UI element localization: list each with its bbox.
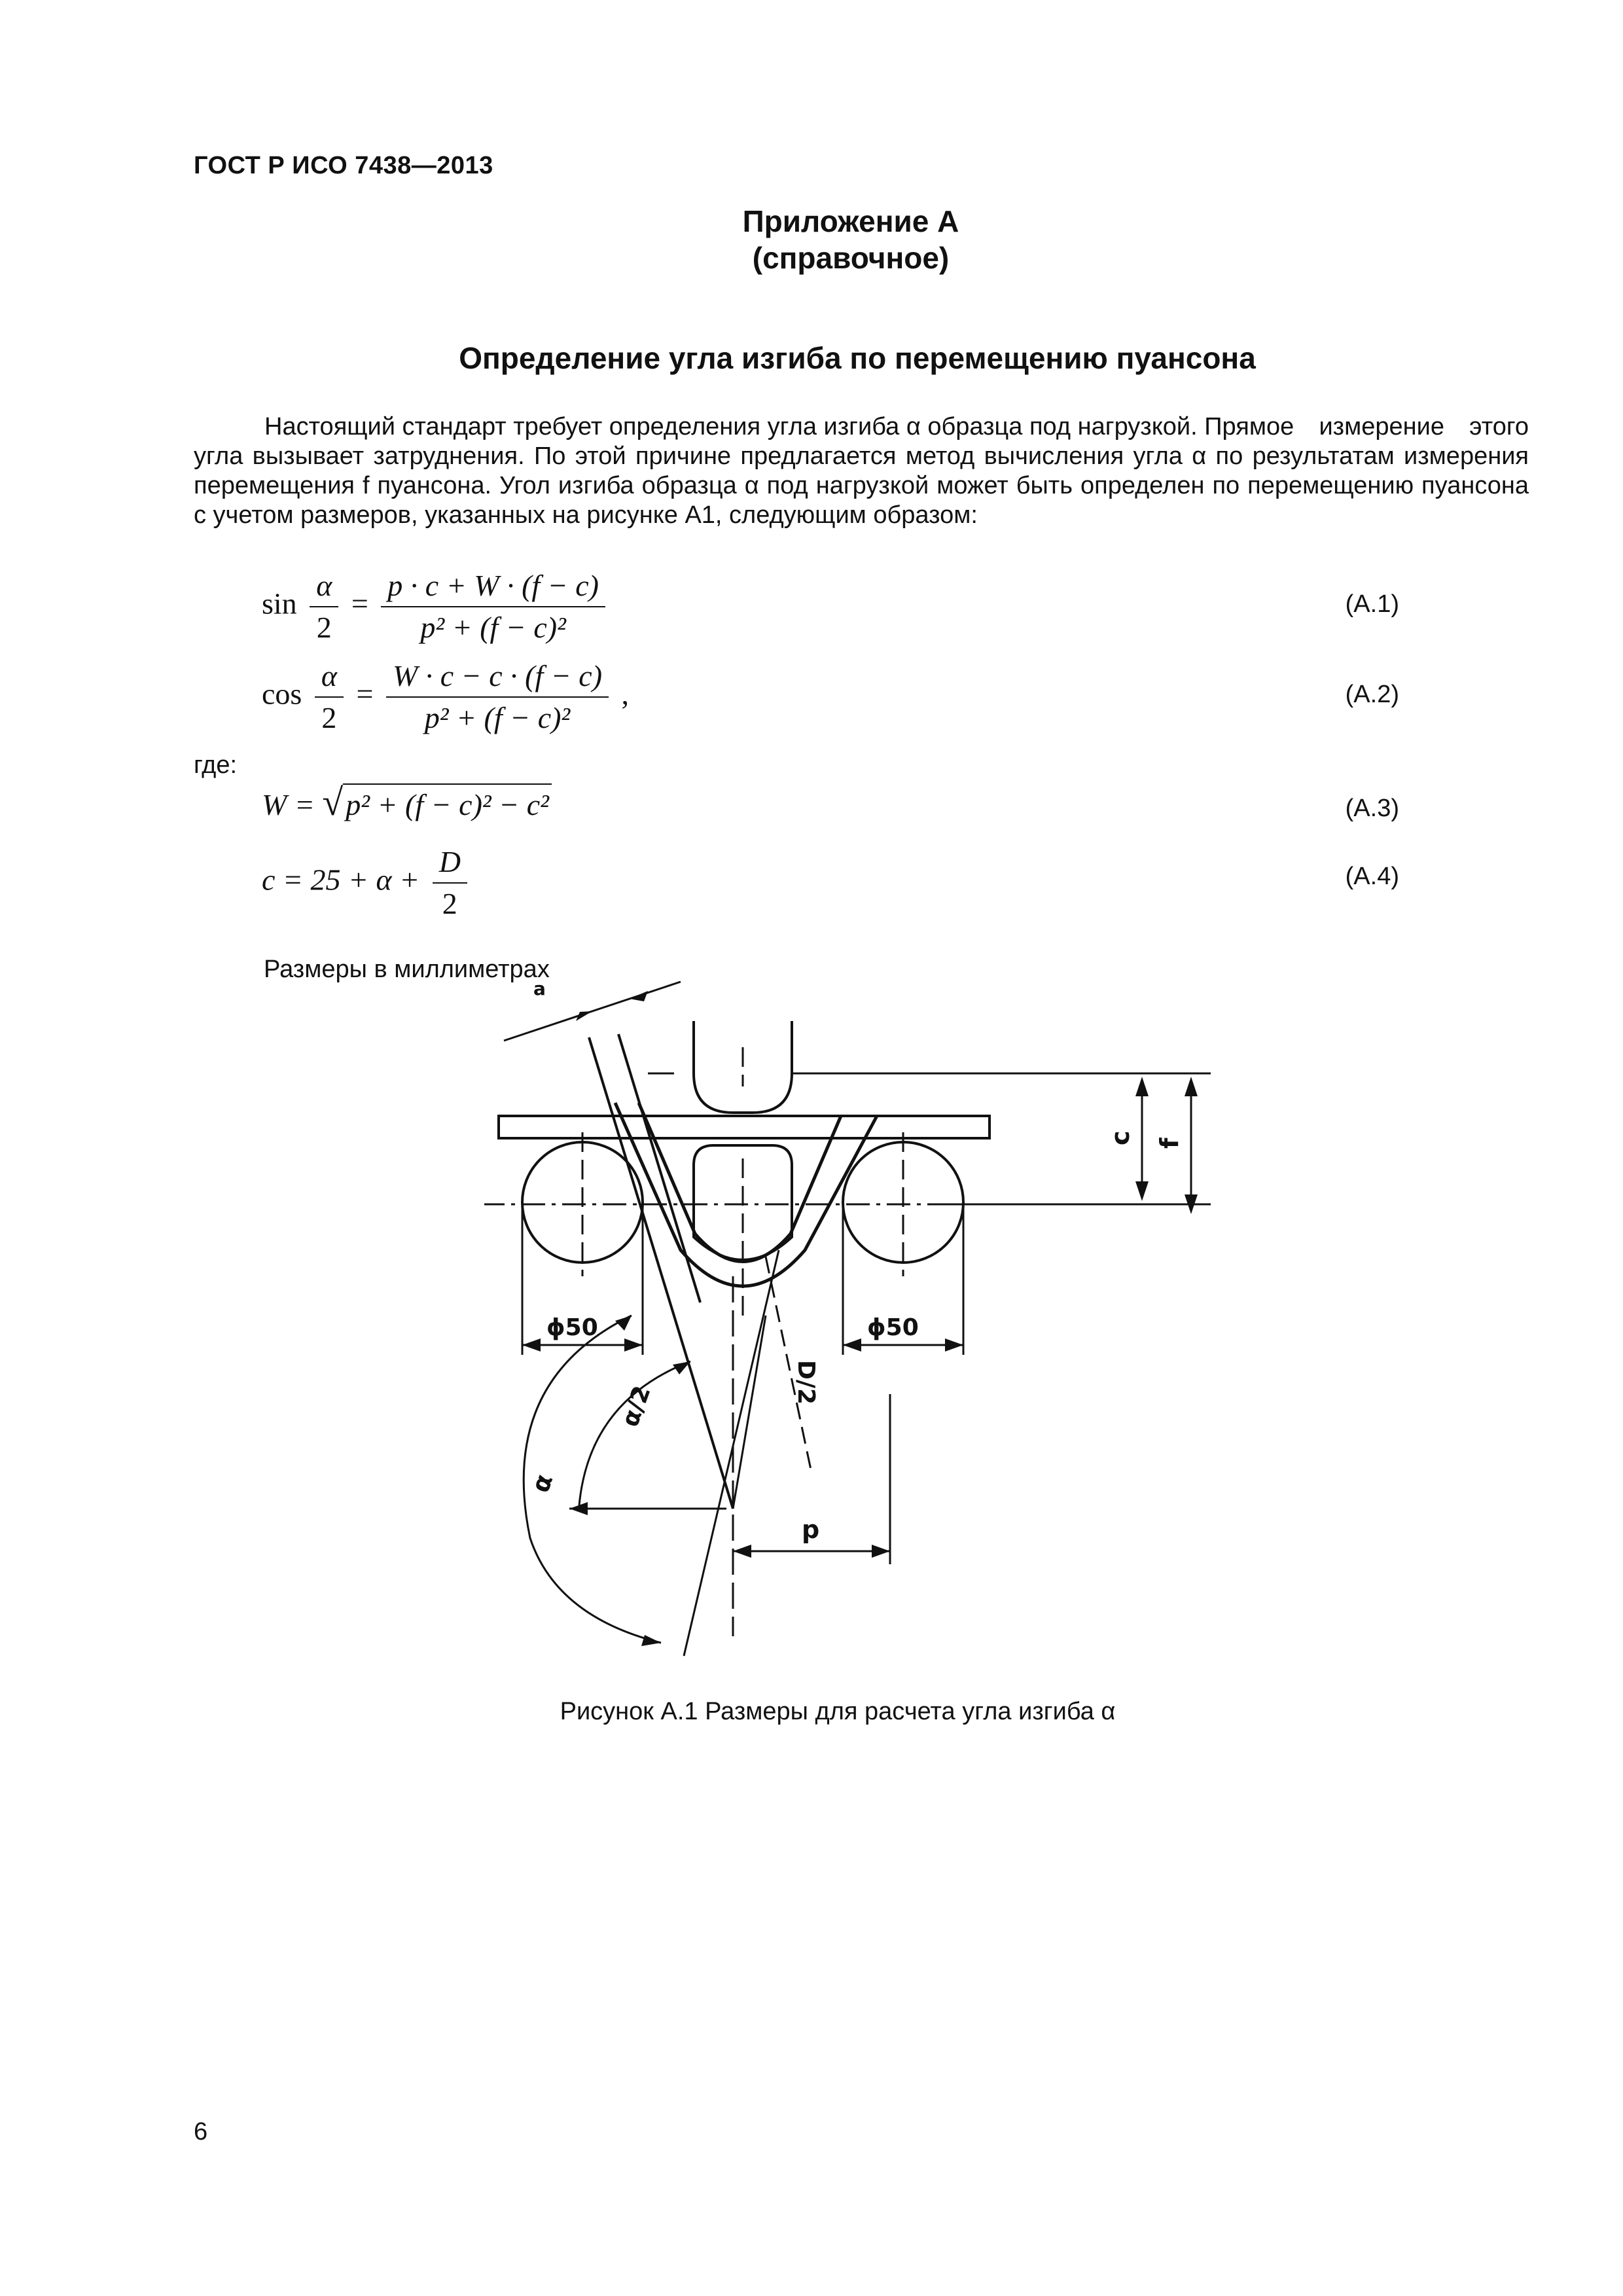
formula-a1-lhs-fraction [310,568,338,645]
label-alpha-half: α/2 [616,1382,656,1431]
bend-test-figure [484,975,1230,1676]
formula-a4-tag: (А.4) [1345,863,1399,890]
formula-a4 [262,844,473,922]
annex-heading [0,203,1623,276]
formula-a2-comma: , [621,677,630,711]
formula-a1-func: sin [262,586,297,620]
body-paragraph [194,412,1529,530]
label-dia-right: ϕ50 [867,1314,919,1341]
formula-a2-fraction [386,658,609,736]
section-title: Определение угла изгиба по перемещению пуансона [459,341,1256,375]
label-c: c [1106,1130,1135,1145]
sqrt-sign-icon: √ [322,781,344,823]
label-dia-left: ϕ50 [546,1314,598,1341]
formula-a4-den: 2 [442,887,457,920]
annex-title: Приложение А [742,204,959,238]
document-header: ГОСТ Р ИСО 7438—2013 [194,152,493,179]
label-p: p [802,1515,820,1544]
formula-a3 [262,780,552,824]
formula-a2-lhs-num: α [315,658,344,698]
formula-a2-num: W · c − c · (f − c) [386,658,609,698]
formula-a3-tag: (А.3) [1345,795,1399,822]
label-a: a [533,978,546,999]
formula-a1-tag: (А.1) [1345,590,1399,618]
formula-a4-lhs: c = 25 + α + [262,863,420,897]
formula-a3-lhs: W = [262,788,315,821]
annex-subtitle: (справочное) [752,241,950,275]
formula-a2-den: p² + (f − c)² [424,701,571,734]
formula-a1-lhs-num: α [310,568,338,607]
formula-a2-lhs-fraction [315,658,344,736]
where-label: где: [194,751,238,779]
specimen-plate [499,1116,990,1138]
formula-a2 [262,658,629,736]
formula-a2-equals: = [356,677,374,711]
formula-a1 [262,568,611,645]
units-note: Размеры в миллиметрах [264,956,550,983]
formula-a2-func: cos [262,677,302,711]
formula-a1-equals: = [351,586,368,620]
formula-a1-lhs-den: 2 [316,611,332,644]
formula-a3-radicand: p² + (f − c)² − c² [343,783,552,822]
page-number: 6 [194,2118,208,2145]
formula-a4-fraction [433,844,467,922]
label-f: f [1155,1138,1184,1149]
formula-a1-num: p · c + W · (f − c) [381,568,605,607]
formula-a1-fraction [381,568,605,645]
paragraph-rest: измерение этого угла вызывает затруднения. По этой причине предлагается метод вычисления угла α по результатам измерения перемещения f пуансона. Угол изгиба образца α под нагрузкой может быть определен по перемещению пуансона с учетом размеров, указанных на рисунке А1, следующим образом: [194,413,1529,529]
label-d-half: D/2 [793,1360,819,1405]
label-alpha: α [526,1470,559,1496]
formula-a4-num: D [433,844,467,884]
figure-caption: Рисунок А.1 Размеры для расчета угла изгиба α [560,1698,1116,1725]
paragraph-line-1: Настоящий стандарт требует определения угла изгиба α образца под нагрузкой. Прямое [264,413,1294,440]
formula-a2-tag: (А.2) [1345,681,1399,708]
formula-a2-lhs-den: 2 [321,701,337,734]
formula-a1-den: p² + (f − c)² [420,611,566,644]
